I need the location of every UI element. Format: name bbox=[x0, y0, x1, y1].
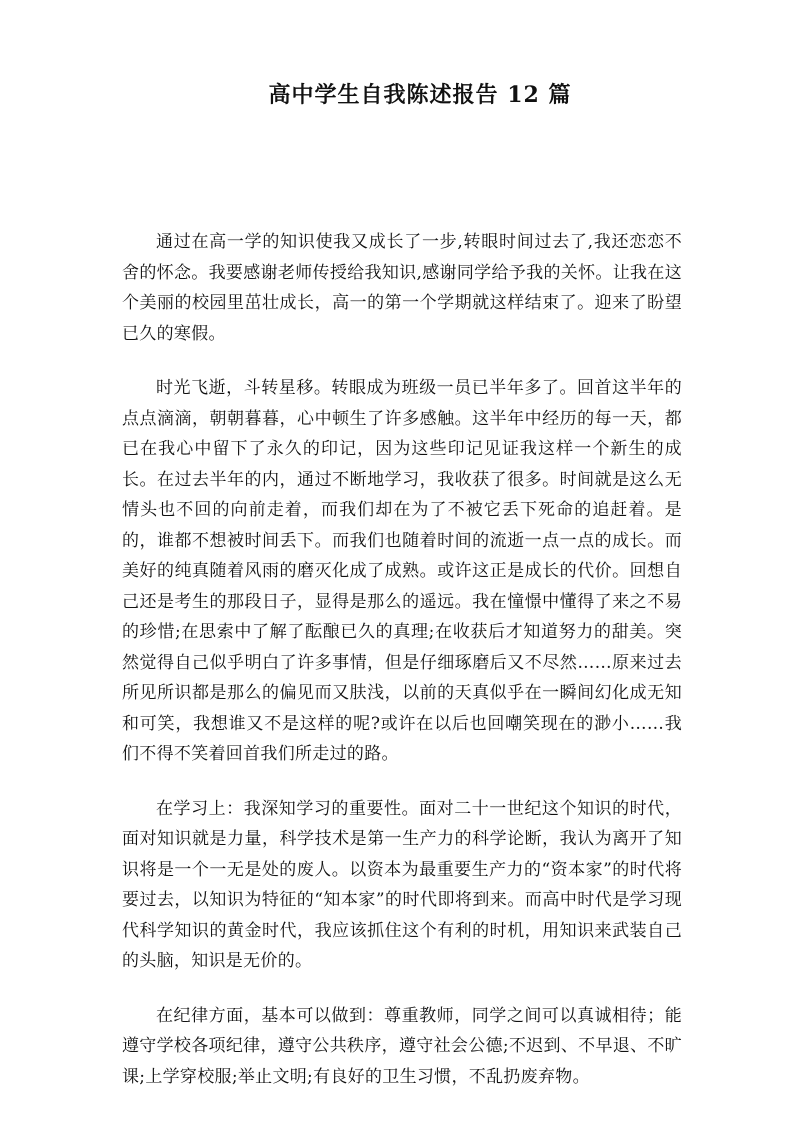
document-body bbox=[122, 227, 682, 1116]
paragraph-intro: 通过在高一学的知识使我又成长了一步,转眼时间过去了,我还恋恋不舍的怀念。我要感谢老师传授给我知识,感谢同学给予我的关怀。让我在这个美丽的校园里茁壮成长，高一的第一个学期就这样结束了。迎来了盼望已久的寒假。 bbox=[122, 232, 682, 344]
paragraph-study: 在学习上：我深知学习的重要性。面对二十一世纪这个知识的时代，面对知识就是力量，科学技术是第一生产力的科学论断，我认为离开了知识将是一个一无是处的废人。以资本为最重要生产力的“资本家”的时代将要过去，以知识为特征的“知本家”的时代即将到来。而高中时代是学习现代科学知识的黄金时代，我应该抓住这个有利的时机，用知识来武装自己的头脑，知识是无价的。 bbox=[122, 798, 682, 971]
paragraph-discipline: 在纪律方面，基本可以做到：尊重教师，同学之间可以真诚相待；能遵守学校各项纪律，遵守公共秩序，遵守社会公德;不迟到、不早退、不旷课;上学穿校服;举止文明;有良好的卫生习惯，不乱扔废弃物。 bbox=[122, 1005, 682, 1087]
document-title: 高中学生自我陈述报告 12 篇 bbox=[268, 82, 572, 108]
paragraph-reflection: 时光飞逝，斗转星移。转眼成为班级一员已半年多了。回首这半年的点点滴滴，朝朝暮暮，心中顿生了许多感触。这半年中经历的每一天，都已在我心中留下了永久的印记，因为这些印记见证我这样一个新生的成长。在过去半年的内，通过不断地学习，我收获了很多。时间就是这么无情头也不回的向前走着，而我们却在为了不被它丢下死命的追赶着。是的，谁都不想被时间丢下。而我们也随着时间的流逝一点一点的成长。而美好的纯真随着风雨的磨灭化成了成熟。或许这正是成长的代价。回想自己还是考生的那段日子，显得是那么的遥远。我在憧憬中懂得了来之不易的珍惜;在思索中了解了酝酿已久的真理;在收获后才知道努力的甜美。突然觉得自己似乎明白了许多事情，但是仔细琢磨后又不尽然……原来过去所见所识都是那么的偏见而又肤浅，以前的天真似乎在一瞬间幻化成无知和可笑，我想谁又不是这样的呢?或许在以后也回嘲笑现在的渺小……我们不得不笑着回首我们所走过的路。 bbox=[122, 378, 682, 764]
